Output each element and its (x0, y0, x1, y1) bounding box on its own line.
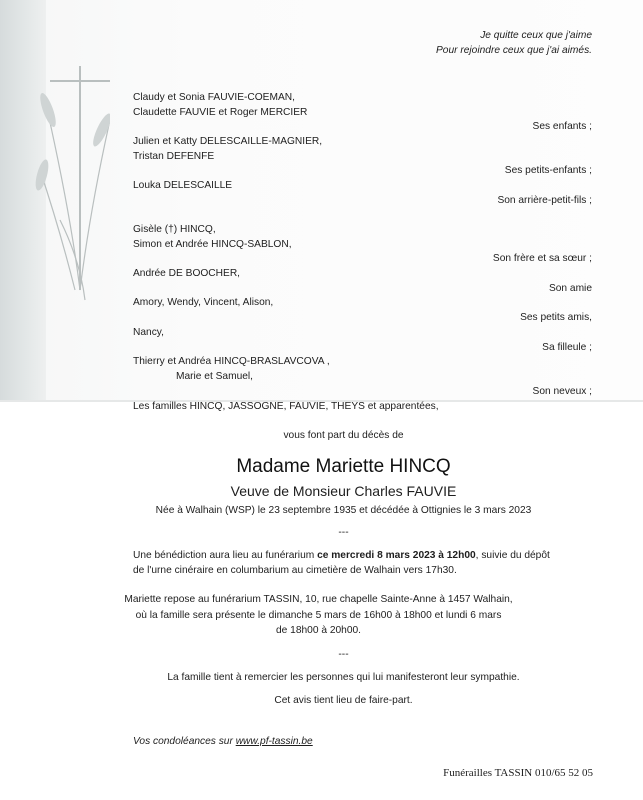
condolences-label: Vos condoléances sur (133, 736, 236, 747)
familles-line: Les familles HINCQ, JASSOGNE, FAUVIE, THEYS et apparentées, (133, 401, 439, 412)
visit-line-2: où la famille sera présente le dimanche 5 mars de 16h00 à 18h00 et lundi 6 mars (135, 610, 502, 621)
deceased-name: Madame Mariette HINCQ (236, 456, 451, 477)
neveux-name: Thierry et Andréa HINCQ-BRASLAVCOVA , (133, 356, 330, 367)
widow-line: Veuve de Monsieur Charles FAUVIE (230, 483, 457, 499)
ceremony-text: Une bénédiction aura lieu au funérarium (133, 550, 318, 561)
enfants-name: Claudette FAUVIE et Roger MERCIER (133, 107, 308, 118)
cross-wheat-icon (30, 60, 110, 320)
arriere-name: Louka DELESCAILLE (133, 180, 233, 191)
ceremony-line-1 (133, 549, 550, 562)
frere-soeur-name: Simon et Andrée HINCQ-SABLON, (133, 239, 292, 250)
thanks-line: La famille tient à remercier les personnes qui lui manifesteront leur sympathie. (167, 672, 520, 683)
announce-line: vous font part du décès de (283, 430, 404, 441)
amie-label: Son amie (548, 283, 592, 294)
separator: --- (338, 649, 349, 660)
faire-part-line: Cet avis tient lieu de faire-part. (274, 695, 413, 706)
filleule-label: Sa filleule ; (542, 342, 592, 353)
arriere-label: Son arrière-petit-fils ; (497, 195, 592, 206)
frere-soeur-name: Gisèle (†) HINCQ, (133, 224, 216, 235)
condolences-line (133, 735, 313, 748)
visit-line-1: Mariette repose au funérarium TASSIN, 10, rue chapelle Sainte-Anne à 1457 Walhain, (124, 594, 513, 605)
visit-line-3: de 18h00 à 20h00. (276, 625, 361, 636)
frere-soeur-label: Son frère et sa sœur ; (492, 253, 592, 264)
ceremony-text: , suivie du dépôt (475, 550, 550, 561)
petits-amis-label: Ses petits amis, (520, 312, 592, 323)
petits-enfants-label: Ses petits-enfants ; (504, 165, 592, 176)
quote-line-2: Pour rejoindre ceux que j'ai aimés. (436, 45, 592, 56)
neveux-name: Marie et Samuel, (176, 371, 254, 382)
ceremony-line-2: de l'urne cinéraire en columbarium au cimetière de Walhain vers 17h30. (133, 565, 457, 576)
petits-enfants-name: Julien et Katty DELESCAILLE-MAGNIER, (133, 136, 323, 147)
amie-name: Andrée DE BOOCHER, (133, 268, 241, 279)
dates-line: Née à Walhain (WSP) le 23 septembre 1935 et décédée à Ottignies le 3 mars 2023 (155, 505, 532, 516)
neveux-label: Son neveux ; (532, 386, 592, 397)
enfants-label: Ses enfants ; (532, 121, 592, 132)
condolences-link[interactable]: www.pf-tassin.be (235, 736, 313, 747)
filleule-name: Nancy, (133, 327, 164, 338)
ceremony-date: ce mercredi 8 mars 2023 à 12h00 (317, 550, 476, 561)
enfants-name: Claudy et Sonia FAUVIE-COEMAN, (133, 92, 295, 103)
petits-amis-name: Amory, Wendy, Vincent, Alison, (133, 297, 274, 308)
quote-line-1: Je quitte ceux que j'aime (480, 30, 592, 41)
separator: --- (338, 527, 349, 538)
petits-enfants-name: Tristan DEFENFE (133, 151, 215, 162)
funeral-home-footer: Funérailles TASSIN 010/65 52 05 (443, 767, 593, 779)
